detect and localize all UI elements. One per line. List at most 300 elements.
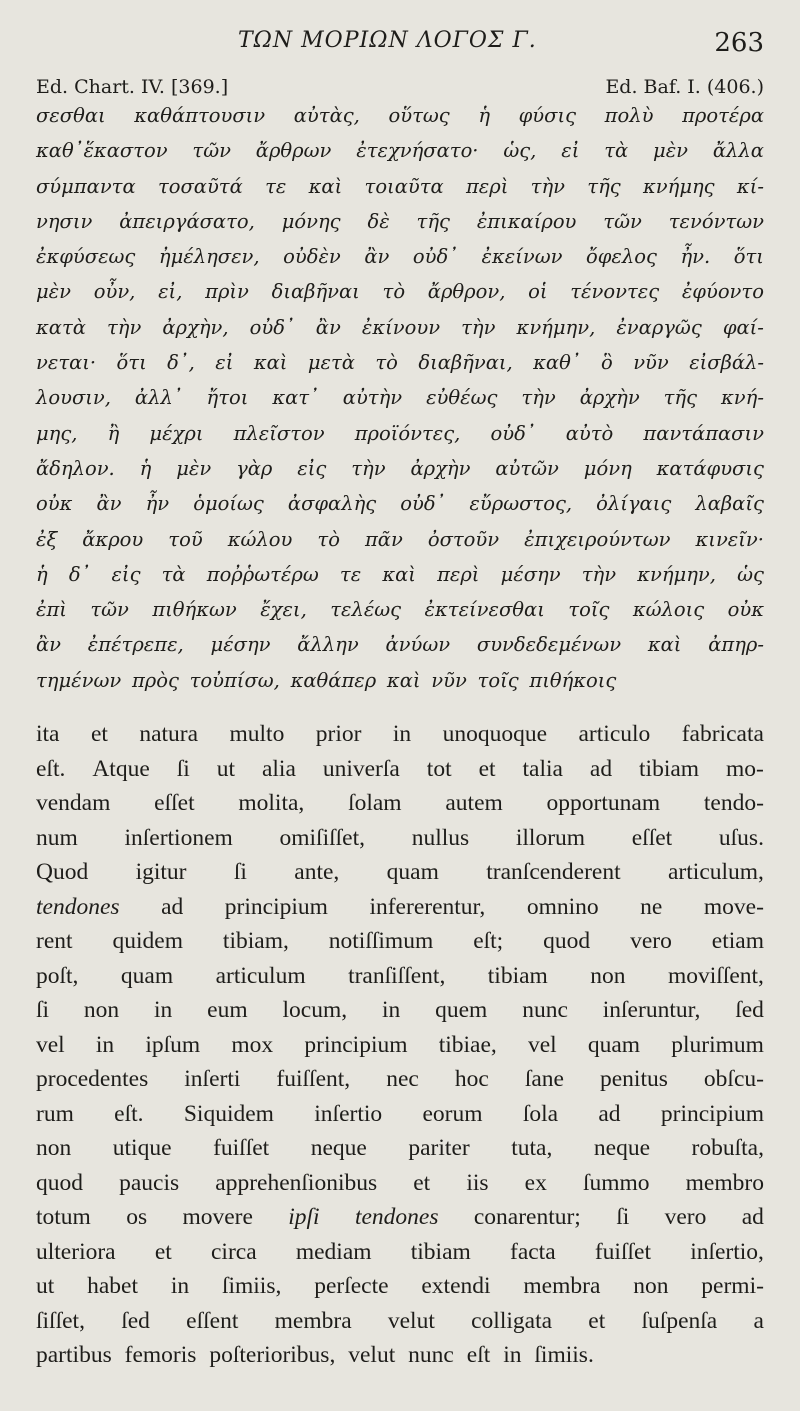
word: κώλοις [632, 598, 705, 622]
word: uſus. [718, 824, 764, 851]
word: ὡς, [503, 139, 537, 163]
word: nullus [411, 824, 470, 851]
word: membro [685, 1169, 764, 1196]
word: ſummo [582, 1169, 650, 1196]
word: articulo [578, 721, 651, 747]
greek-line [36, 457, 764, 492]
word: ἄλλα [712, 139, 764, 163]
word: καθάπτουσιν [134, 104, 266, 127]
latin-line [36, 894, 764, 929]
latin-line [36, 790, 764, 825]
word: πρὸς [131, 668, 179, 692]
word: πολὺ [604, 104, 654, 127]
word: μετὰ [307, 351, 355, 375]
word: ita [36, 721, 60, 747]
word: ἡ [36, 562, 48, 586]
word: ſi [36, 997, 50, 1023]
word: inſertionem [124, 824, 233, 851]
word: Quod [36, 859, 89, 885]
greek-line [36, 598, 764, 633]
word: perſecte [314, 1273, 389, 1299]
word: extendi [421, 1273, 491, 1299]
word: τὴν [530, 174, 565, 198]
word: multo [229, 721, 285, 747]
word: τοῦ [168, 527, 203, 551]
word: τελέως [330, 598, 402, 622]
word: eſſet [154, 790, 195, 816]
word: κνή- [721, 386, 764, 410]
word: robuſta, [691, 1135, 764, 1161]
greek-line [36, 280, 764, 315]
word: ἐπιχειρούντων [524, 527, 671, 551]
word: ſed [735, 997, 764, 1023]
word: vero [630, 928, 672, 954]
greek-line [36, 528, 764, 563]
word: notiſſimum [328, 928, 434, 954]
word: αὐτῶν [495, 456, 559, 480]
word: quidem [112, 928, 183, 954]
word: πιθήκοις [529, 668, 617, 692]
word: velut [387, 1307, 435, 1334]
word: articulum [215, 962, 306, 989]
word: οἱ [528, 280, 548, 304]
word: μὲν [653, 139, 689, 163]
greek-line [36, 104, 764, 139]
word: plurimum [671, 1031, 764, 1058]
word: δὲ [367, 209, 390, 233]
word: ἐκφύσεως [36, 245, 136, 269]
word: ut [216, 755, 236, 782]
word: καὶ [253, 351, 288, 375]
word: inſertio, [690, 1238, 764, 1265]
word: non [590, 962, 626, 989]
word: ἀρχὴν [579, 386, 640, 410]
word: τοῖς [477, 668, 519, 692]
word: eſt [466, 1342, 491, 1368]
latin-line [36, 1170, 764, 1205]
greek-line [36, 422, 764, 457]
word: in [503, 1342, 522, 1368]
word: ſed [121, 1307, 150, 1334]
word: in [95, 1031, 115, 1058]
word: pariter [408, 1135, 470, 1161]
word: εἰ [561, 139, 580, 163]
word: τένοντες [570, 280, 660, 304]
word: τὴν [106, 315, 142, 339]
word: tibiam [410, 1238, 471, 1265]
word: μόνη [583, 456, 632, 480]
greek-line [36, 386, 764, 421]
greek-line [36, 563, 764, 598]
word: fuiſſent, [276, 1066, 351, 1092]
word: πλεῖστον [233, 421, 325, 445]
word: procedentes [36, 1066, 149, 1092]
word: τῆς [587, 174, 621, 198]
word: οὐδ᾽ [400, 492, 446, 516]
word: μέσην [500, 562, 561, 586]
word: et [413, 1169, 431, 1196]
word: ſi [616, 1204, 630, 1230]
word: διαβῆναι, [418, 351, 513, 375]
word: τῆς [663, 386, 698, 410]
word: principium [304, 1031, 408, 1058]
word: καθ᾽ [533, 351, 581, 375]
word: mox [231, 1031, 274, 1058]
word: poſterioribus, [209, 1342, 336, 1368]
word: ὀστοῦν [427, 527, 500, 551]
word: πρὶν [205, 280, 249, 304]
word: τὴν [521, 386, 556, 410]
greek-text-block [36, 104, 764, 704]
word: nunc [408, 1342, 454, 1368]
word: ſi [233, 859, 247, 885]
word: inſertio [314, 1100, 383, 1127]
word: ἦν [145, 492, 170, 516]
word: ἡ [478, 104, 491, 127]
word: eorum [422, 1100, 483, 1127]
running-title: ΤΩΝ ΜΟΡΙΩΝ ΛΟΓΟΣ Γ. [238, 28, 537, 53]
word: εὐθέως [426, 386, 498, 410]
word: talia [522, 755, 563, 782]
word: κινεῖν· [695, 527, 764, 551]
word: ἀπηρ- [708, 633, 764, 657]
word: non [83, 997, 120, 1023]
word: os [126, 1204, 148, 1230]
word: ſuſpenſa [641, 1307, 718, 1334]
word: inſerti [184, 1066, 241, 1092]
word: κί- [736, 174, 764, 198]
word: τῶν [192, 139, 231, 163]
word: tendo- [703, 790, 764, 816]
word: nec [386, 1066, 419, 1092]
word: κατ᾽ [272, 386, 319, 410]
word: a [753, 1307, 764, 1334]
word: ἐφύοντο [681, 280, 764, 304]
word: οὐδ᾽ [412, 245, 458, 269]
word: τὸ [382, 280, 406, 304]
word: ἐναργῶς [616, 315, 702, 339]
word: iis [466, 1169, 489, 1196]
word: tibiae, [438, 1031, 497, 1058]
word: ſimiis. [534, 1342, 594, 1368]
word: velut [348, 1342, 396, 1368]
word: ἐτεχνήσατο· [356, 139, 479, 163]
word: προϊόντες, [354, 421, 461, 445]
word: partibus [36, 1342, 112, 1368]
word: ἐπικαίρου [476, 209, 577, 233]
word: tibiam, [222, 928, 289, 954]
word: περὶ [465, 174, 509, 198]
greek-line [36, 633, 764, 668]
word: ἦν. [680, 245, 711, 269]
word: habet [87, 1273, 138, 1299]
word: natura [139, 721, 199, 747]
word: eum [207, 997, 248, 1023]
word: principium [660, 1100, 764, 1127]
word: σεσθαι [36, 104, 106, 127]
word: τῶν [603, 209, 642, 233]
word: τὴν [351, 456, 386, 480]
greek-line [36, 669, 764, 704]
word: univerſa [322, 755, 400, 782]
latin-line [36, 1032, 764, 1067]
word: quod [543, 928, 591, 954]
word: κνήμην, [516, 315, 596, 339]
word: δ᾽ [68, 562, 91, 586]
word: νησιν [36, 209, 93, 233]
word: πιθήκων [152, 598, 237, 622]
word: φαί- [722, 315, 764, 339]
word: ipſi [288, 1204, 320, 1230]
word: omnino [526, 893, 599, 920]
word: ἄκρου [82, 527, 144, 551]
word: tibiam [487, 962, 548, 989]
word: femoris [124, 1342, 197, 1368]
word: τῶν [90, 598, 129, 622]
latin-line [36, 1066, 764, 1101]
latin-line [36, 1101, 764, 1136]
word: ὃ [601, 351, 613, 375]
word: utique [112, 1135, 172, 1161]
latin-line [36, 1239, 764, 1274]
greek-line [36, 245, 764, 280]
word: etiam [711, 928, 764, 954]
word: ἄδηλον. [36, 456, 115, 480]
word: totum [36, 1204, 91, 1230]
word: καθάπερ [290, 668, 377, 692]
word: πᾶν [364, 527, 403, 551]
word: ne [640, 893, 663, 920]
word: τὸ [317, 527, 340, 551]
word: ulteriora [36, 1238, 116, 1265]
word: Siquidem [183, 1100, 274, 1127]
latin-line [36, 1273, 764, 1308]
word: τοὐπίσω, [189, 668, 280, 692]
word: νῦν [633, 351, 669, 375]
word: num [36, 824, 78, 851]
word: κατάφυσις [656, 456, 764, 480]
word: neque [310, 1135, 367, 1161]
word: καὶ [382, 562, 416, 586]
word: ad [161, 893, 184, 920]
word: membra [274, 1307, 352, 1334]
word: μέχρι [149, 421, 204, 445]
word: fuiſſet [213, 1135, 270, 1161]
word: ad [589, 755, 613, 782]
word: unoquoque [442, 721, 548, 747]
word: rum [36, 1100, 74, 1127]
word: ſi [176, 755, 190, 782]
word: ad [741, 1204, 764, 1230]
word: αὐτὰς, [293, 104, 360, 127]
word: in [381, 997, 401, 1023]
latin-line [36, 825, 764, 860]
word: fabricata [681, 721, 764, 747]
word: quam [120, 962, 174, 989]
word: κατὰ [36, 315, 86, 339]
word: illorum [515, 824, 586, 851]
word: neque [593, 1135, 651, 1161]
word: ἀνύων [385, 633, 451, 657]
word: mediam [295, 1238, 372, 1265]
word: λαβαῖς [695, 492, 764, 516]
latin-line [36, 1342, 764, 1377]
word: οὐκ [727, 598, 764, 622]
word: ὀλίγαις [596, 492, 672, 516]
word: δ᾽, [167, 351, 195, 375]
word: ἂν [364, 245, 390, 269]
word: προτέρα [682, 104, 764, 127]
word: hoc [454, 1066, 489, 1092]
word: ἡ [139, 456, 152, 480]
word: μέσην [210, 633, 271, 657]
word: εἰσβάλ- [689, 351, 764, 375]
greek-line [36, 139, 764, 174]
edition-chartier-ref: Ed. Chart. IV. [369.] [36, 76, 229, 98]
word: ὅτι [116, 351, 147, 375]
page-header [0, 24, 800, 64]
word: εὔρωστος, [469, 492, 573, 516]
latin-line [36, 928, 764, 963]
word: fuiſſet [594, 1238, 651, 1265]
word: non [633, 1273, 669, 1299]
word: εἰς [111, 562, 141, 586]
edition-basel-ref: Ed. Baf. I. (406.) [605, 76, 764, 98]
word: alia [261, 755, 296, 782]
word: κνήμην, [637, 562, 716, 586]
word: ἐπὶ [36, 598, 67, 622]
word: κνήμης [643, 174, 715, 198]
word: inſeruntur, [602, 997, 701, 1023]
word: τὸ [375, 351, 398, 375]
word: quam [587, 1031, 641, 1058]
word: ſiſſet, [36, 1307, 85, 1334]
word: non [36, 1135, 72, 1161]
word: τε [265, 174, 287, 198]
word: φύσις [518, 104, 577, 127]
word: εἰς [297, 456, 327, 480]
latin-translation-block [36, 721, 764, 1377]
word: obſcu- [703, 1066, 764, 1092]
word: vel [527, 1031, 557, 1058]
word: παντάπασιν [643, 421, 764, 445]
word: infererentur, [369, 893, 486, 920]
word: moviſſent, [667, 962, 764, 989]
word: principium [224, 893, 328, 920]
word: τῆς [416, 209, 450, 233]
word: tendones [36, 893, 120, 920]
greek-line [36, 210, 764, 245]
word: τοιαῦτα [364, 174, 444, 198]
word: tuta, [511, 1135, 553, 1161]
word: vendam [36, 790, 111, 816]
word: περὶ [437, 562, 480, 586]
word: οὐδὲν [283, 245, 341, 269]
word: quem [435, 997, 488, 1023]
word: ſimiis, [221, 1273, 282, 1299]
word: locum, [282, 997, 348, 1023]
word: nunc [522, 997, 568, 1023]
word: καὶ [386, 668, 421, 692]
word: ἐπέτρεπε, [87, 633, 184, 657]
word: αὐτὴν [342, 386, 403, 410]
word: eſt; [473, 928, 504, 954]
word: tranſcenderent [486, 859, 621, 885]
word: εἰ [215, 351, 234, 375]
word: τὴν [461, 315, 496, 339]
word: ἀρχὴν, [162, 315, 229, 339]
word: νεται· [36, 351, 97, 375]
word: οὖν, [93, 280, 136, 304]
word: facta [510, 1238, 556, 1265]
word: μὲν [36, 280, 71, 304]
latin-line [36, 997, 764, 1032]
word: ἂν [36, 633, 62, 657]
word: et [90, 721, 108, 747]
word: ὁμοίως [193, 492, 264, 516]
latin-line [36, 1135, 764, 1170]
word: eſſet [631, 824, 673, 851]
latin-line [36, 756, 764, 791]
word: ἀλλ᾽ [134, 386, 183, 410]
word: ἐξ [36, 527, 58, 551]
word: quam [386, 859, 439, 885]
word: ἐκείνων [481, 245, 563, 269]
word: κώλου [227, 527, 293, 551]
word: τὴν [581, 562, 617, 586]
latin-line [36, 1204, 764, 1239]
word: movere [182, 1204, 253, 1230]
word: τοσαῦτά [157, 174, 243, 198]
word: ex [524, 1169, 547, 1196]
word: vero [664, 1204, 707, 1230]
word: tot [426, 755, 452, 782]
word: συνδεδεμένων [476, 633, 622, 657]
greek-line [36, 351, 764, 386]
word: διαβῆναι [271, 280, 360, 304]
word: ἄρθρων [255, 139, 332, 163]
word: apprehenſionibus [215, 1169, 378, 1196]
greek-line [36, 492, 764, 527]
word: καθ᾽ἕκαστον [36, 139, 168, 163]
word: τε [339, 562, 362, 586]
word: σύμπαντα [36, 174, 136, 198]
latin-line [36, 1308, 764, 1343]
word: conarentur; [473, 1204, 581, 1230]
word: poſt, [36, 962, 79, 989]
word: ſane [524, 1066, 564, 1092]
word: tranſiſſent, [348, 962, 446, 989]
word: ἤτοι [206, 386, 249, 410]
word: ἀρχὴν [410, 456, 471, 480]
word: ante, [294, 859, 340, 885]
word: ποῤῥωτέρω [206, 562, 319, 586]
word: αὐτὸ [565, 421, 614, 445]
word: et [478, 755, 496, 782]
greek-line [36, 175, 764, 210]
word: autem [445, 790, 503, 816]
word: eſt. [36, 755, 66, 782]
word: μὲν [176, 456, 212, 480]
word: igitur [135, 859, 187, 885]
word: τὰ [604, 139, 629, 163]
word: οὕτως [388, 104, 450, 127]
word: et [588, 1307, 606, 1334]
word: paucis [119, 1169, 180, 1196]
word: τοῖς [568, 598, 610, 622]
word: μης, [36, 421, 78, 445]
word: τὰ [161, 562, 186, 586]
